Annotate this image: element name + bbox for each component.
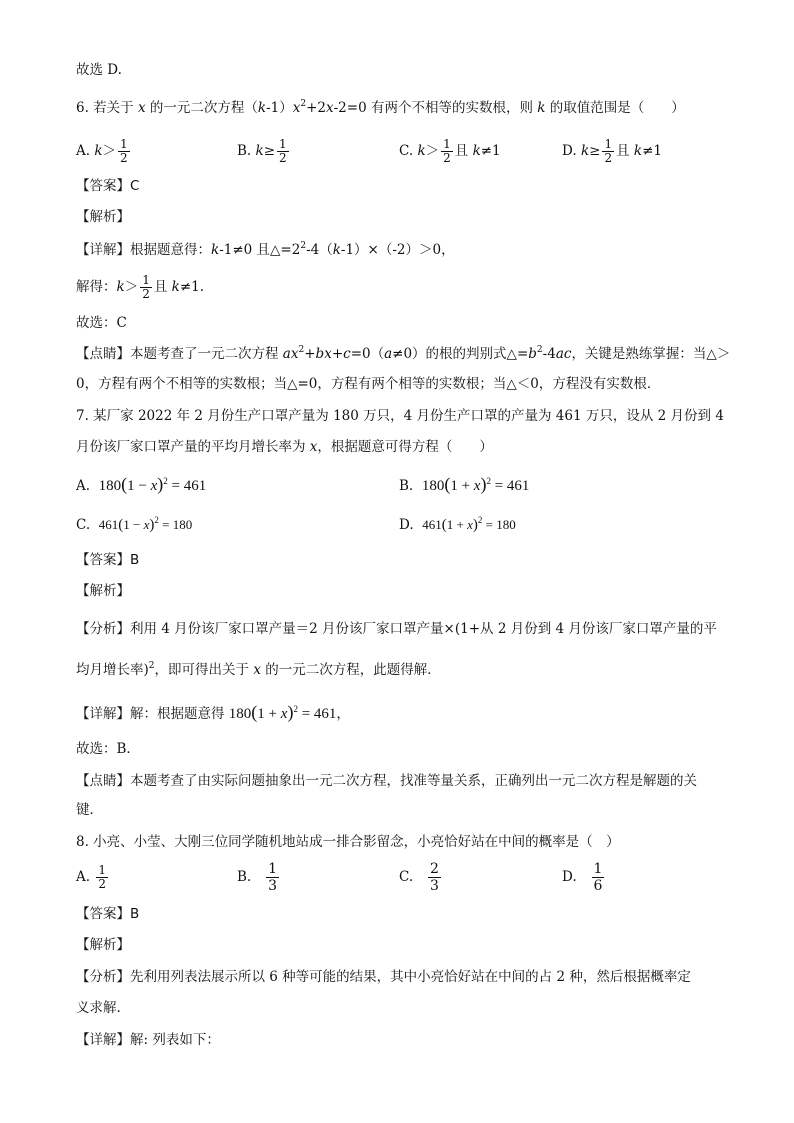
q8-option-a: A. $\frac{1}{2}$ [76,863,106,891]
q6-option-d: D. k≥ $\frac{1}{2}$ 且 k≠1 [562,137,662,165]
q6-option-a: A. k＞ $\frac{1}{2}$ [76,137,128,165]
q7-detail: 【详解】解：根据题意得 $180(1 + x)^2 = 461$， [76,702,350,722]
q7-analysis-heading: 【解析】 [76,583,130,599]
q8-detail: 【详解】解: 列表如下： [76,1032,220,1048]
q8-answer: 【答案】B [76,906,140,922]
q7-analysis-line1: 【分析】利用 4 月份该厂家口罩产量＝2 月份该厂家口罩产量×(1+从 2 月份到 4 月份该厂家口罩产量的平 [76,621,717,637]
q6-solution: 解得：k＞ $\frac{1}{2}$ 且 k≠1. [76,273,205,301]
q6-analysis-heading: 【解析】 [76,209,130,225]
q6-answer: 【答案】C [76,178,140,194]
q7-option-c: C. $461(1 - x)^2 = 180$ [76,515,193,533]
q7-option-d: D. $461(1 + x)^2 = 180$ [399,515,516,533]
q6-option-c: C. k＞ $\frac{1}{2}$ 且 k≠1 [399,137,501,165]
question-7-stem-line1: 7. 某厂家 2022 年 2 月份生产口罩产量为 180 万只，4 月份生产口罩的产量为 461 万只，设从 2 月份到 4 [76,408,724,424]
q8-analysis-line1: 【分析】先利用列表法展示所以 6 种等可能的结果，其中小亮恰好站在中间的占 2 种，然后根据概率定 [76,969,691,985]
q7-choice: 故选：B． [76,741,140,757]
previous-answer-line: 故选 D. [76,62,122,78]
q6-detail: 【详解】根据题意得：k-1≠0 且$\triangle=2^2-4(k-1)\times(-2)>0$， [76,241,455,258]
q8-option-d: D. $\frac{1}{6}$ [562,861,603,894]
question-7-stem-line2: 月份该厂家口罩产量的平均月增长率为 x，根据题意可得方程（ ） [76,439,493,455]
question-8-stem: 8. 小亮、小莹、大刚三位同学随机地站成一排合影留念，小亮恰好站在中间的概率是（ ） [76,834,620,850]
q8-analysis-heading: 【解析】 [76,937,130,953]
question-6-stem: 6. 若关于 x 的一元二次方程$(k-1)x^2+2x-2=0$ 有两个不相等的实数根，则 k 的取值范围是（ ） [76,99,685,116]
q6-comment-line1: 【点睛】本题考查了一元二次方程 $ax^2+bx+c=0(a\ne 0)$的根的判别式$\triangle=b^2-4ac$，关键是熟练掌握：当△＞ [76,345,731,362]
q6-option-b: B. k≥ $\frac{1}{2}$ [237,137,287,165]
q6-comment-line2: 0，方程有两个不相等的实数根；当△=0，方程有两个相等的实数根；当△＜0，方程没有实数根． [76,376,661,392]
q8-option-c: C. $\frac{2}{3}$ [399,861,439,894]
q7-analysis-line2: 均月增长率)$^2$，即可得出关于 x 的一元二次方程，此题得解． [76,661,441,678]
q7-comment-line2: 键． [76,802,103,818]
q7-answer: 【答案】B [76,552,140,568]
q7-option-b: B. $180(1 + x)^2 = 461$ [399,474,530,494]
q7-option-a: A. $180(1 - x)^2 = 461$ [76,474,207,494]
q8-option-b: B. $\frac{1}{3}$ [237,861,278,894]
q8-analysis-line2: 义求解. [76,1000,121,1016]
q7-comment-line1: 【点睛】本题考查了由实际问题抽象出一元二次方程，找准等量关系，正确列出一元二次方程是解题的关 [76,773,697,789]
q6-choice: 故选：C [76,315,127,331]
